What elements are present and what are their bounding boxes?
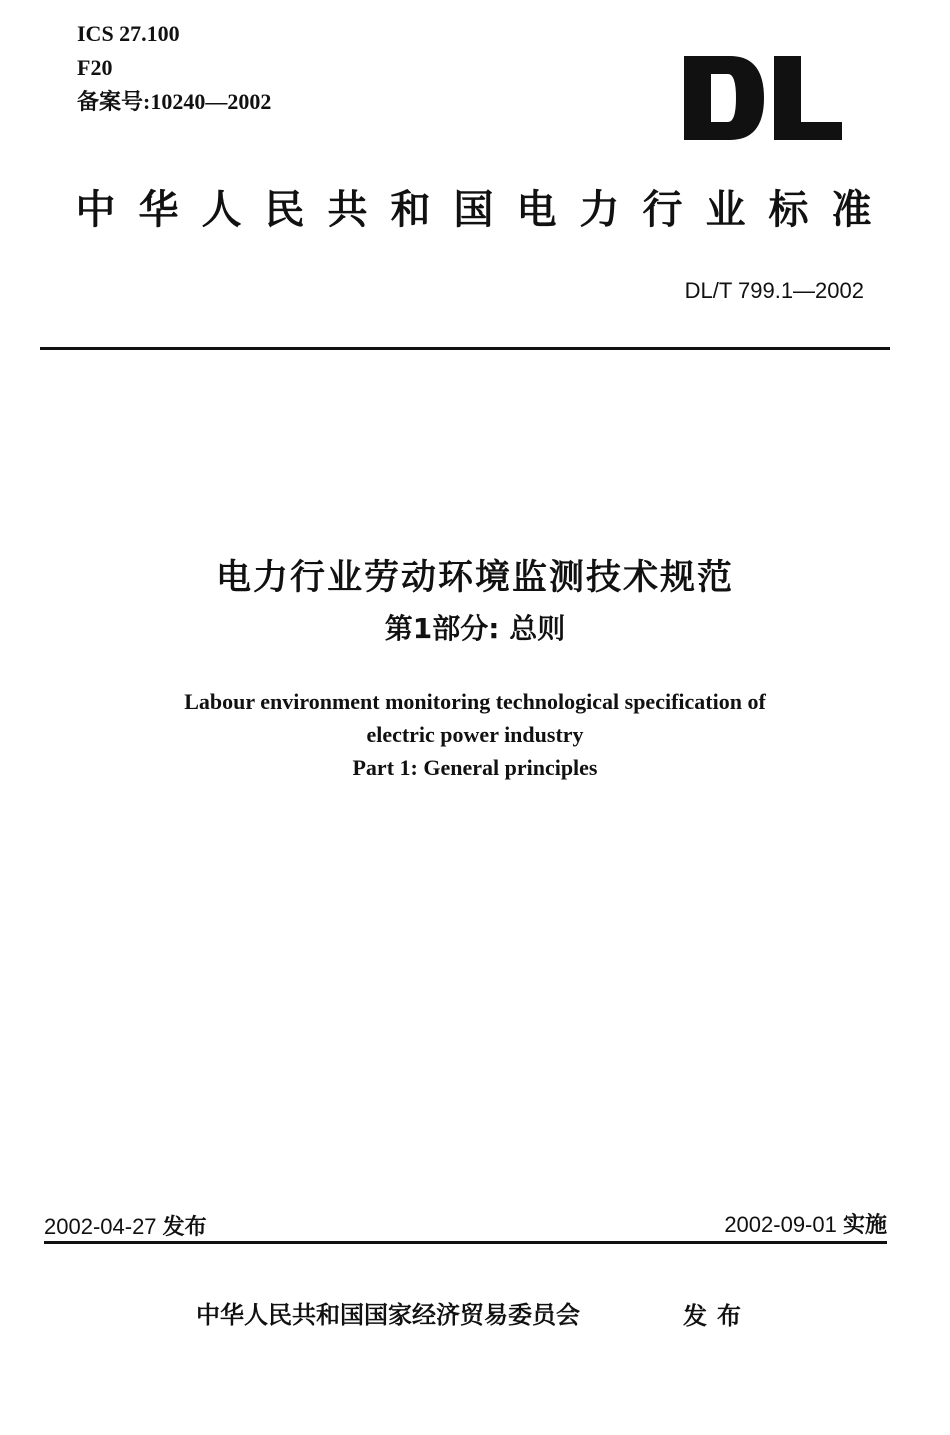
title-english-line2: electric power industry [366, 722, 584, 747]
bottom-divider [44, 1241, 887, 1244]
implement-date: 2002-09-01 [724, 1212, 837, 1237]
title-english-line3: Part 1: General principles [352, 755, 598, 780]
standard-category-title: 中华人民共和国电力行业标准 [75, 187, 895, 233]
standard-number: DL/T 799.1—2002 [684, 278, 864, 303]
ics-code: ICS 27.100 [77, 21, 180, 46]
implement-date-block [724, 1208, 887, 1239]
issue-label: 发布 [162, 1215, 207, 1240]
title-chinese: 电力行业劳动环境监测技术规范 [215, 558, 734, 598]
part-title-chinese: 第1部分: 总则 [384, 612, 566, 645]
ccs-code: F20 [77, 55, 113, 80]
issue-date: 2002-04-27 [44, 1214, 157, 1239]
top-divider [40, 347, 890, 350]
implement-label: 实施 [842, 1213, 887, 1238]
dl-logo [678, 52, 848, 144]
record-number: 备案号:10240—2002 [77, 89, 272, 114]
dl-logo-icon [678, 52, 848, 144]
issue-word: 发布 [683, 1302, 751, 1330]
issuing-authority: 中华人民共和国国家经济贸易委员会 [196, 1301, 580, 1329]
title-english-line1: Labour environment monitoring technological specification of [184, 689, 766, 714]
issue-date-block [44, 1210, 207, 1241]
